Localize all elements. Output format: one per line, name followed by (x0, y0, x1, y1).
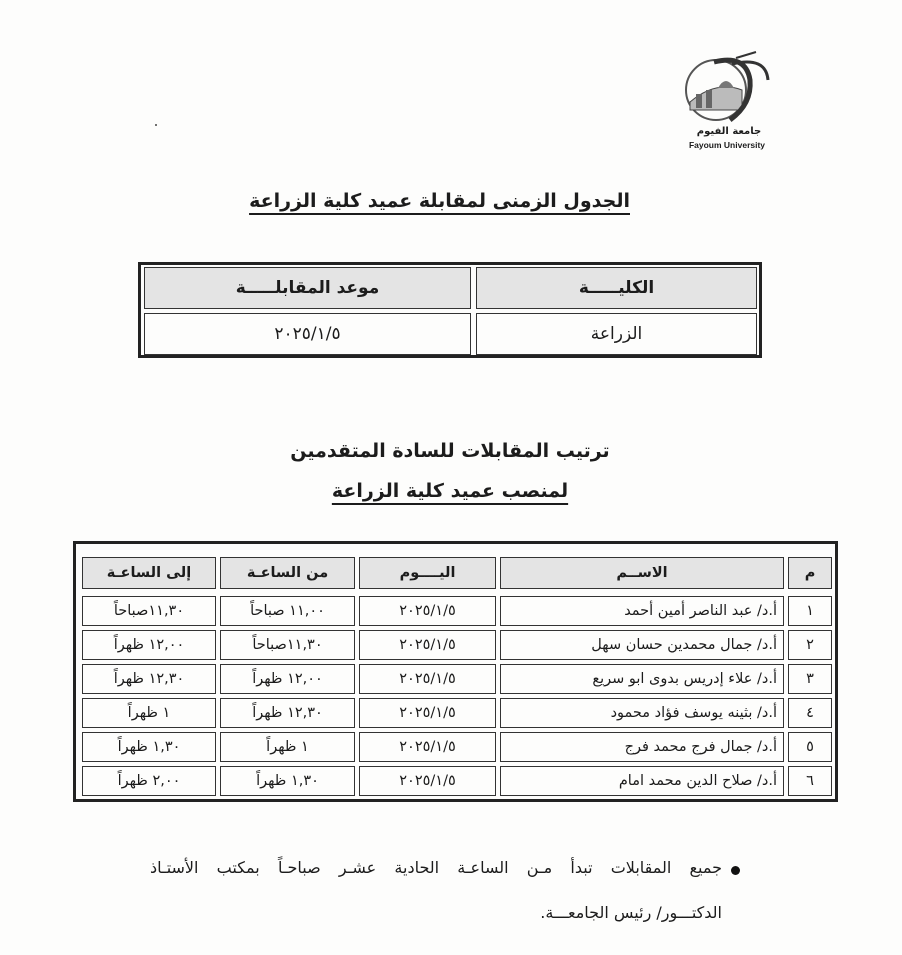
faculty-value: الزراعة (476, 313, 757, 355)
row-3-to: ١٢,٣٠ ظهراً (82, 664, 216, 694)
row-6-to: ٢,٠٠ ظهراً (82, 766, 216, 796)
row-2-from: ١١,٣٠صباحاً (220, 630, 355, 660)
subtitle-applicants: ترتيب المقابلات للسادة المتقدمين (290, 440, 610, 462)
subtitle-position: لمنصب عميد كلية الزراعة (331, 480, 569, 502)
schedule-table (73, 541, 838, 802)
note-line-1: جميع المقابلات تبدأ مـن الساعـة الحادية عشـر صباحـاً بمكتب الأستـاذ (150, 858, 722, 877)
row-5-to: ١,٣٠ ظهراً (82, 732, 216, 762)
row-4-name: أ.د/ بثينه يوسف فؤاد محمود (500, 698, 784, 728)
row-3-from: ١٢,٠٠ ظهراً (220, 664, 355, 694)
row-5-day: ٢٠٢٥/١/٥ (359, 732, 496, 762)
summary-table (138, 262, 762, 358)
faculty-header: الكليـــــة (476, 267, 757, 309)
row-3-num: ٣ (788, 664, 832, 694)
header-num: م (788, 557, 832, 589)
header-name: الاســم (500, 557, 784, 589)
row-2-num: ٢ (788, 630, 832, 660)
row-5-from: ١ ظهراً (220, 732, 355, 762)
row-4-day: ٢٠٢٥/١/٥ (359, 698, 496, 728)
row-6-from: ١,٣٠ ظهراً (220, 766, 355, 796)
header-day: اليــــوم (359, 557, 496, 589)
row-4-from: ١٢,٣٠ ظهراً (220, 698, 355, 728)
logo-english-text: Fayoum University (688, 140, 766, 150)
row-1-to: ١١,٣٠صباحاً (82, 596, 216, 626)
row-1-from: ١١,٠٠ صباحاً (220, 596, 355, 626)
row-1-name: أ.د/ عبد الناصر أمين أحمد (500, 596, 784, 626)
row-6-num: ٦ (788, 766, 832, 796)
row-4-to: ١ ظهراً (82, 698, 216, 728)
row-5-num: ٥ (788, 732, 832, 762)
header-from: من الساعـة (220, 557, 355, 589)
row-4-num: ٤ (788, 698, 832, 728)
row-1-day: ٢٠٢٥/١/٥ (359, 596, 496, 626)
logo-arabic-text: جامعة الفيوم (696, 126, 762, 137)
row-3-name: أ.د/ علاء إدريس بدوى ابو سريع (500, 664, 784, 694)
scan-speck (155, 124, 157, 126)
main-title: الجدول الزمنى لمقابلة عميد كلية الزراعة (249, 190, 630, 212)
note-line-2: الدكتـــور/ رئيس الجامعـــة. (540, 903, 722, 922)
row-2-to: ١٢,٠٠ ظهراً (82, 630, 216, 660)
row-1-num: ١ (788, 596, 832, 626)
row-2-name: أ.د/ جمال محمدين حسان سهل (500, 630, 784, 660)
row-6-name: أ.د/ صلاح الدين محمد امام (500, 766, 784, 796)
bullet-point (731, 866, 740, 875)
date-value: ٢٠٢٥/١/٥ (144, 313, 471, 355)
date-header: موعد المقابلـــــة (144, 267, 471, 309)
row-5-name: أ.د/ جمال فرج محمد فرج (500, 732, 784, 762)
row-3-day: ٢٠٢٥/١/٥ (359, 664, 496, 694)
row-6-day: ٢٠٢٥/١/٥ (359, 766, 496, 796)
row-2-day: ٢٠٢٥/١/٥ (359, 630, 496, 660)
header-to: إلى الساعـة (82, 557, 216, 589)
